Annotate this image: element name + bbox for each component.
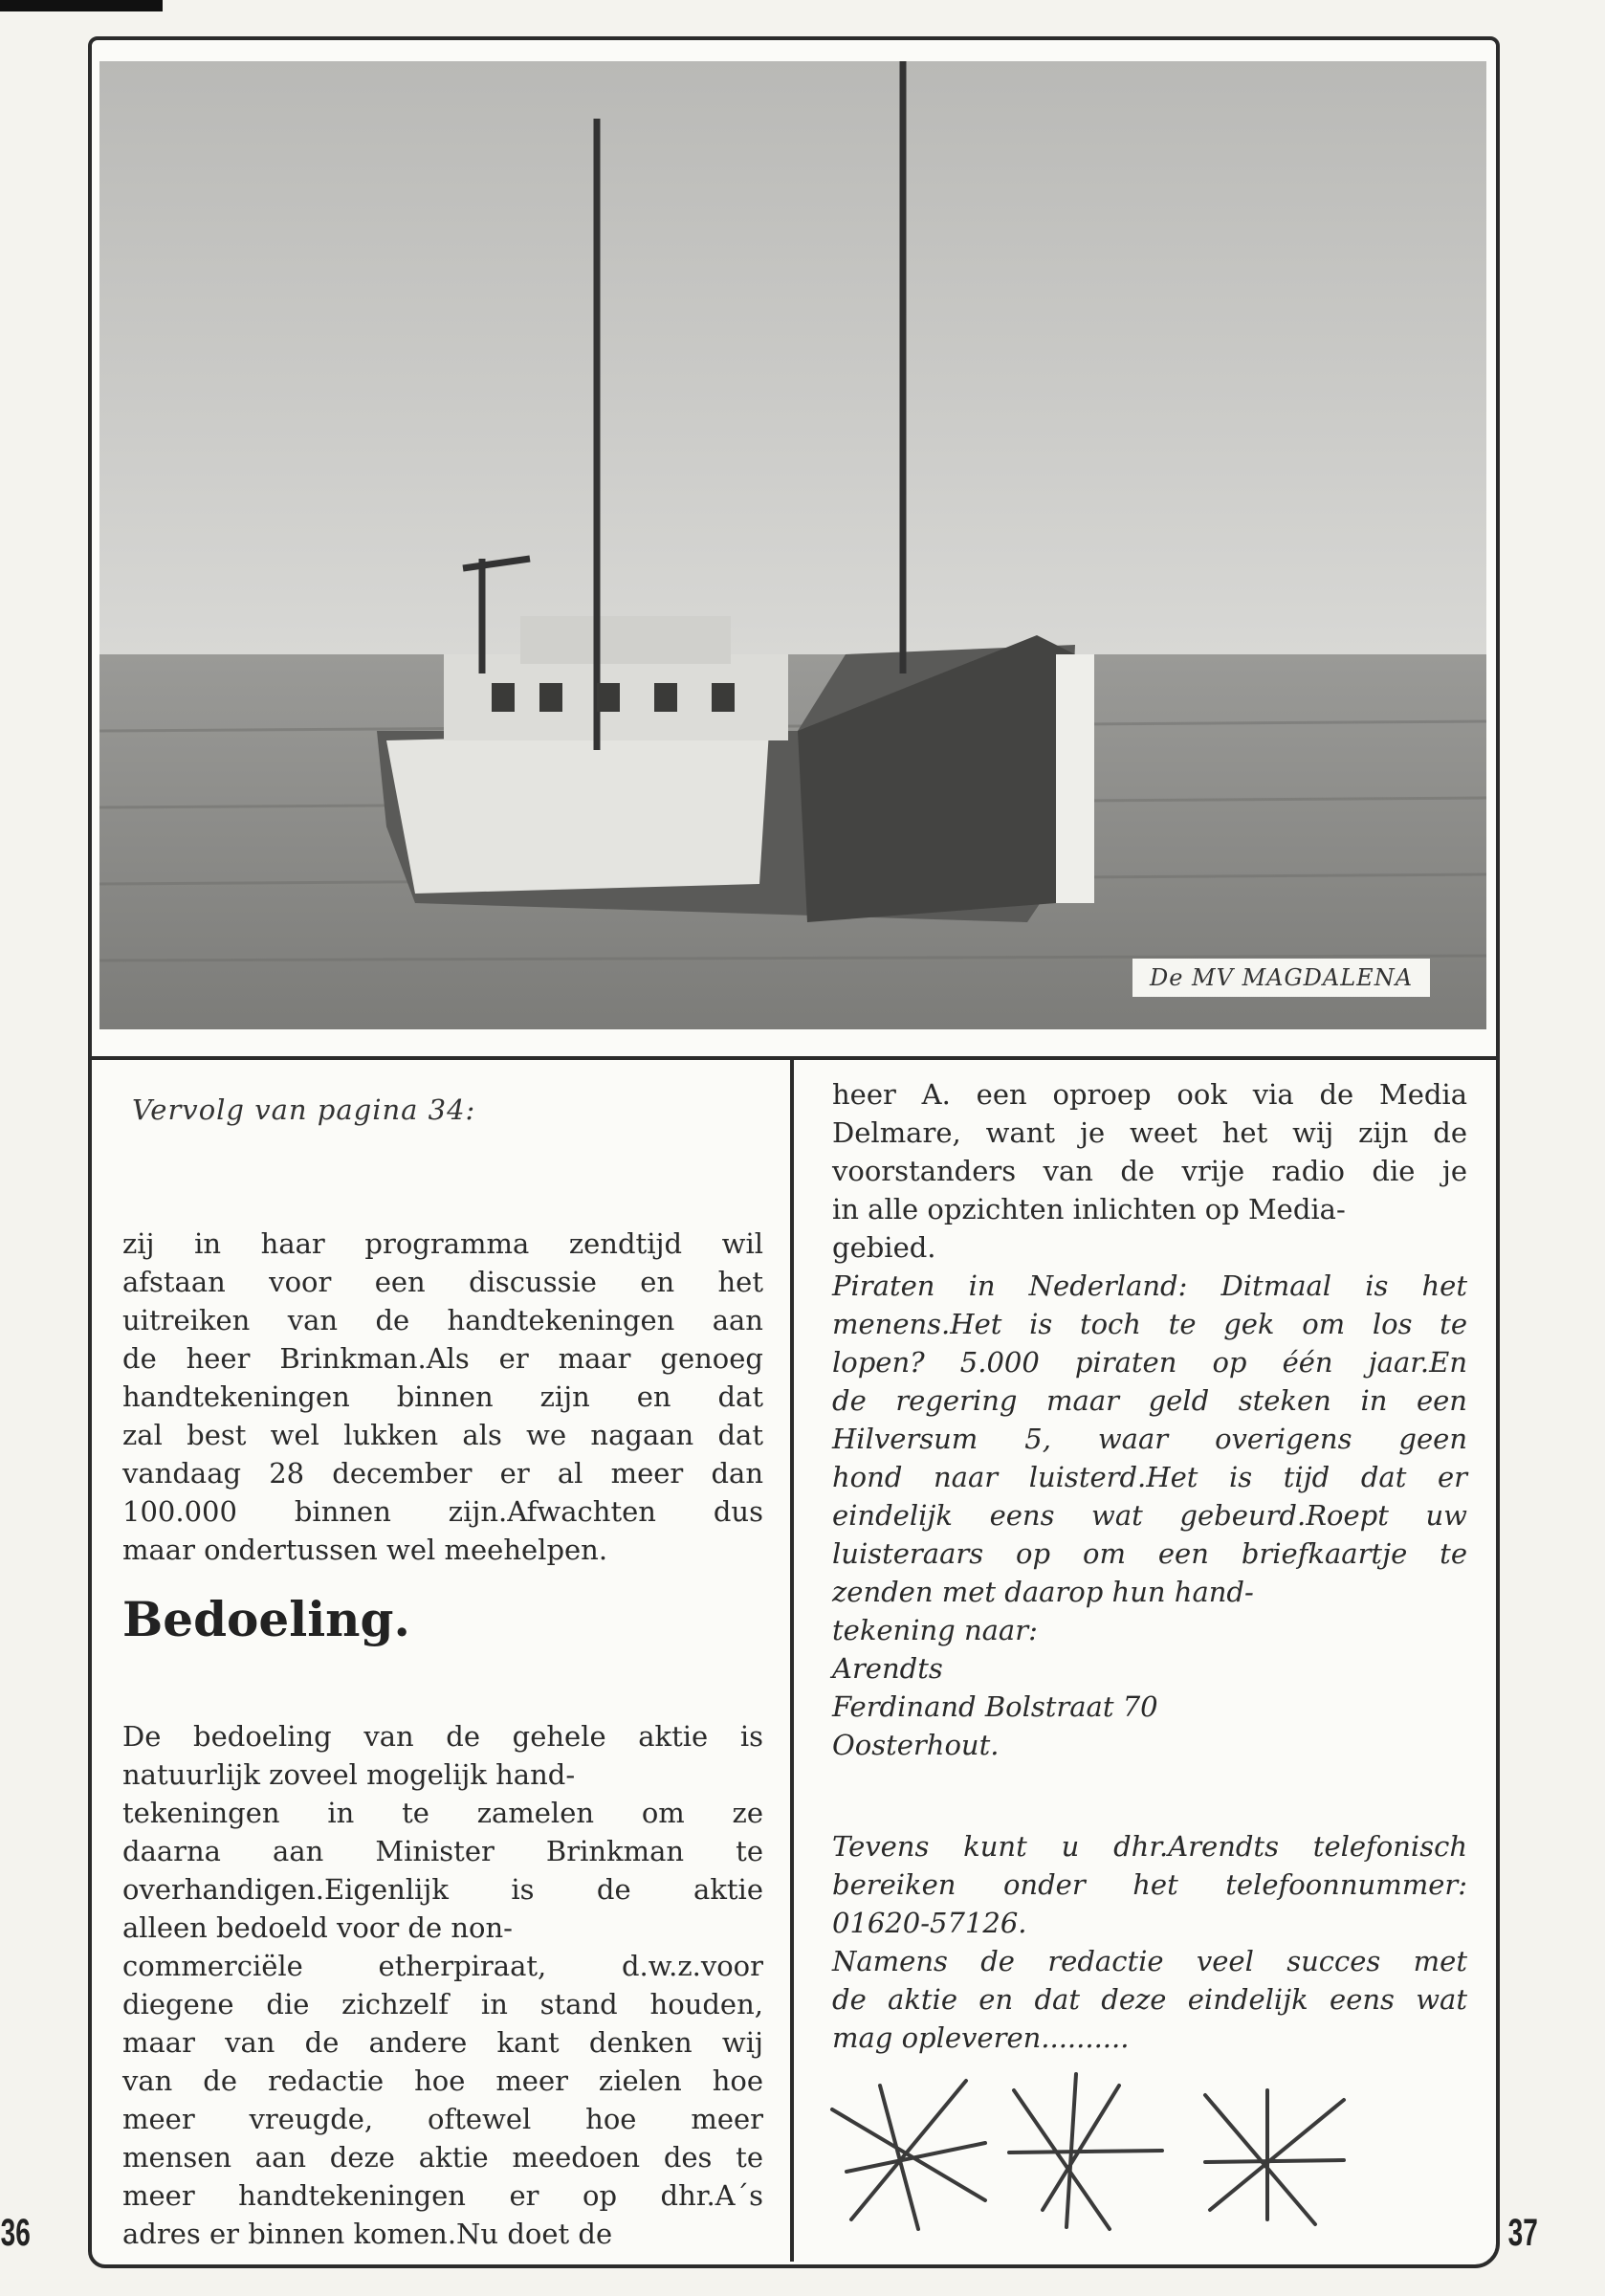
- text-line: Hilversum 5, waar overigens geen: [832, 1423, 1467, 1455]
- text-line: mag opleveren..........: [832, 2021, 1130, 2054]
- text-line: eindelijk eens wat gebeurd.Roept uw: [832, 1499, 1467, 1532]
- text-line: voorstanders van de vrije radio die je: [832, 1155, 1467, 1187]
- text-line: afstaan voor een discussie en het: [122, 1266, 763, 1298]
- text-line: Tevens kunt u dhr.Arendts telefonisch: [832, 1830, 1467, 1863]
- page-number-right: 37: [1507, 2212, 1538, 2254]
- text-line: zal best wel lukken als we nagaan dat: [122, 1419, 763, 1451]
- decorative-stars: [823, 2066, 1492, 2239]
- text-line: adres er binnen komen.Nu doet de: [122, 2218, 613, 2250]
- continuation-note: Vervolg van pagina 34:: [132, 1093, 476, 1126]
- page-number-left: 36: [0, 2212, 31, 2254]
- text-line: bereiken onder het telefoonnummer:: [832, 1868, 1467, 1901]
- right-paragraph-1: [832, 1075, 1467, 1267]
- text-line: meer vreugde, oftewel hoe meer: [122, 2103, 763, 2135]
- column-divider: [790, 1058, 794, 2262]
- text-line: de aktie en dat deze eindelijk eens wat: [832, 1983, 1467, 2016]
- section-heading: Bedoeling.: [122, 1591, 410, 1647]
- top-edge-bar: [0, 0, 163, 11]
- text-line: De bedoeling van de gehele aktie is: [122, 1720, 763, 1753]
- ship-photo: [99, 61, 1486, 1029]
- text-line: van de redactie hoe meer zielen hoe: [122, 2064, 763, 2097]
- text-line: handtekeningen binnen zijn en dat: [122, 1380, 763, 1413]
- text-line: mensen aan deze aktie meedoen des te: [122, 2141, 763, 2174]
- star-icon-2: [1009, 2074, 1162, 2229]
- text-line: Delmare, want je weet het wij zijn de: [832, 1116, 1467, 1149]
- text-line: commerciële etherpiraat, d.w.z.voor: [122, 1950, 763, 1982]
- text-line: Namens de redactie veel succes met: [832, 1945, 1467, 1977]
- text-line: Piraten in Nederland: Ditmaal is het: [832, 1269, 1467, 1302]
- left-paragraph-1: [122, 1225, 763, 1569]
- text-line: zenden met daarop hun hand-: [832, 1576, 1254, 1608]
- text-line: alleen bedoeld voor de non-: [122, 1911, 513, 1944]
- text-line: tekeningen in te zamelen om ze: [122, 1797, 763, 1829]
- text-line: heer A. een oproep ook via de Media: [832, 1078, 1467, 1111]
- text-line: vandaag 28 december er al meer dan: [122, 1457, 763, 1490]
- text-line: gebied.: [832, 1231, 936, 1264]
- text-line: tekening naar:: [832, 1614, 1038, 1646]
- text-line: zij in haar programma zendtijd wil: [122, 1227, 763, 1260]
- text-line: 01620-57126.: [832, 1907, 1027, 1939]
- text-line: overhandigen.Eigenlijk is de aktie: [122, 1873, 763, 1906]
- right-paragraph-italic: [832, 1267, 1467, 1764]
- text-line: menens.Het is toch te gek om los te: [832, 1308, 1467, 1340]
- photo-caption: De MV MAGDALENA: [1132, 959, 1430, 997]
- text-line: Ferdinand Bolstraat 70: [832, 1690, 1158, 1723]
- text-line: meer handtekeningen er op dhr.A´s: [122, 2179, 763, 2212]
- text-line: luisteraars op om een briefkaartje te: [832, 1537, 1467, 1570]
- left-paragraph-2: [122, 1717, 763, 2253]
- text-line: maar ondertussen wel meehelpen.: [122, 1534, 608, 1566]
- closing-paragraph: [832, 1942, 1467, 2057]
- star-icon-3: [1205, 2090, 1344, 2224]
- text-line: 100.000 binnen zijn.Afwachten dus: [122, 1495, 763, 1528]
- text-line: de regering maar geld steken in een: [832, 1384, 1467, 1417]
- text-line: daarna aan Minister Brinkman te: [122, 1835, 763, 1867]
- text-line: lopen? 5.000 piraten op één jaar.En: [832, 1346, 1467, 1379]
- star-icon-1: [832, 2081, 985, 2229]
- phone-paragraph: [832, 1827, 1467, 1942]
- text-line: Arendts: [832, 1652, 943, 1685]
- text-line: natuurlijk zoveel mogelijk hand-: [122, 1758, 576, 1791]
- text-line: in alle opzichten inlichten op Media-: [832, 1193, 1346, 1225]
- ship-illustration: [99, 61, 1486, 1029]
- text-line: diegene die zichzelf in stand houden,: [122, 1988, 763, 2020]
- text-line: Oosterhout.: [832, 1729, 1000, 1761]
- text-line: de heer Brinkman.Als er maar genoeg: [122, 1342, 763, 1375]
- text-line: hond naar luisterd.Het is tijd dat er: [832, 1461, 1467, 1493]
- text-line: uitreiken van de handtekeningen aan: [122, 1304, 763, 1336]
- text-line: maar van de andere kant denken wij: [122, 2026, 763, 2059]
